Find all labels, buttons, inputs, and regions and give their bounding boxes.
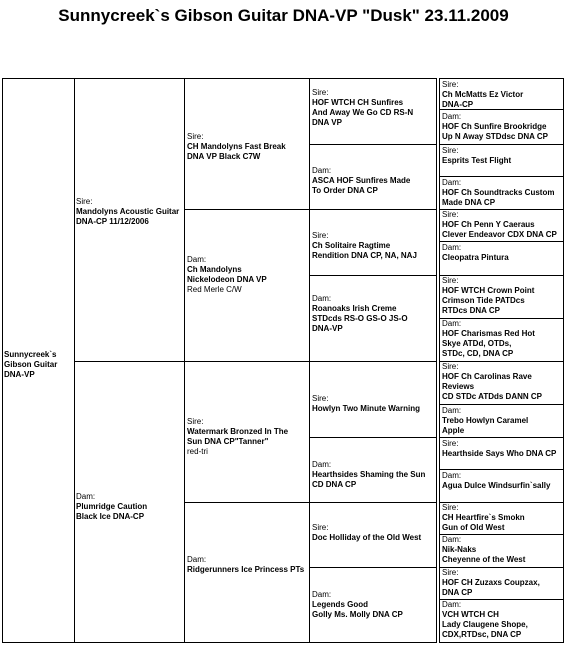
dsds-cell	[439, 437, 564, 470]
sds-name: Ch Solitaire Ragtime Rendition DNA CP, NA, NAJ	[312, 241, 417, 260]
ssds-name: Esprits Test Flight	[442, 156, 512, 165]
sire-label: Sire:	[442, 210, 459, 219]
dssd-name: Trebo Howlyn Caramel Apple	[442, 416, 529, 435]
dam-label: Dam:	[76, 492, 96, 501]
dss-name: Howlyn Two Minute Warning	[312, 404, 420, 413]
ssd-name: ASCA HOF Sunfires Made To Order DNA CP	[312, 176, 411, 195]
sdss-cell	[439, 209, 564, 242]
sire-label: Sire:	[442, 503, 459, 512]
dddd-name: VCH WTCH CH Lady Claugene Shope, CDX,RTDsc, DNA CP	[442, 610, 528, 639]
dds-name: Doc Holliday of the Old West	[312, 533, 422, 542]
dddd-cell	[439, 599, 564, 643]
sssd-name: HOF Ch Sunfire Brookridge Up N Away STDdsc DNA CP	[442, 122, 548, 141]
ddss-name: CH Heartfire`s Smokn Gun of Old West	[442, 513, 525, 532]
ddd-cell	[309, 567, 437, 643]
dssd-cell	[439, 404, 564, 438]
sire-label: Sire:	[312, 523, 329, 532]
dam-sire-name: Watermark Bronzed In The Sun DNA CP"Tanner"	[187, 427, 289, 446]
dam-label: Dam:	[442, 535, 462, 544]
sire-cell	[74, 78, 185, 362]
sire-label: Sire:	[187, 417, 204, 426]
dam-name: Plumridge Caution Black Ice DNA-CP	[76, 502, 148, 521]
ssd-cell	[309, 144, 437, 210]
sire-dam-cell	[184, 209, 310, 362]
dam-label: Dam:	[442, 112, 462, 121]
sssd-cell	[439, 109, 564, 145]
sire-label: Sire:	[76, 197, 93, 206]
sdsd-name: Cleopatra Pintura	[442, 253, 509, 262]
sire-name: Mandolyns Acoustic Guitar DNA-CP 11/12/2006	[76, 207, 180, 226]
ddss-cell	[439, 502, 564, 535]
sire-label: Sire:	[187, 132, 204, 141]
sire-dam-color: Red Merle C/W	[187, 285, 242, 294]
ssdd-cell	[439, 176, 564, 210]
dsss-name: HOF Ch Carolinas Rave Reviews CD STDc ATDds DANN CP	[442, 372, 543, 401]
sire-label: Sire:	[442, 568, 459, 577]
sdsd-cell	[439, 241, 564, 276]
dam-label: Dam:	[442, 319, 462, 328]
ddds-cell	[439, 567, 564, 600]
sire-label: Sire:	[442, 146, 459, 155]
ssss-cell	[439, 78, 564, 110]
dam-label: Dam:	[187, 555, 207, 564]
dsdd-cell	[439, 469, 564, 503]
dam-label: Dam:	[442, 406, 462, 415]
dam-label: Dam:	[312, 294, 332, 303]
sdds-name: HOF WTCH Crown Point Crimson Tide PATDcs RTDcs DNA CP	[442, 286, 535, 315]
page-title: Sunnycreek`s Gibson Guitar DNA-VP "Dusk" 23.11.2009	[58, 6, 509, 25]
ssss-name: Ch McMatts Ez Victor DNA-CP	[442, 90, 524, 109]
sire-label: Sire:	[312, 231, 329, 240]
sire-label: Sire:	[312, 88, 329, 97]
dam-label: Dam:	[187, 255, 207, 264]
dam-sire-cell	[184, 361, 310, 503]
ddd-name: Legends Good Golly Ms. Molly DNA CP	[312, 600, 403, 619]
dsd-name: Hearthsides Shaming the Sun CD DNA CP	[312, 470, 426, 489]
sire-sire-name: CH Mandolyns Fast Break DNA VP Black C7W	[187, 142, 286, 161]
dam-label: Dam:	[442, 178, 462, 187]
ddsd-cell	[439, 534, 564, 568]
dam-label: Dam:	[442, 600, 462, 609]
dss-cell	[309, 361, 437, 438]
ssds-cell	[439, 144, 564, 177]
sire-label: Sire:	[442, 439, 459, 448]
sds-cell	[309, 209, 437, 276]
dam-sire-color: red-tri	[187, 447, 208, 456]
sdd-cell	[309, 275, 437, 362]
subject-cell	[2, 78, 75, 643]
sire-label: Sire:	[442, 276, 459, 285]
dam-label: Dam:	[312, 590, 332, 599]
sire-dam-name: Ch Mandolyns Nickelodeon DNA VP	[187, 265, 267, 284]
ssdd-name: HOF Ch Soundtracks Custom Made DNA CP	[442, 188, 555, 207]
sire-label: Sire:	[442, 362, 459, 371]
sdd-name: Roanoaks Irish Creme STDcds RS-O GS-O JS-O DNA-VP	[312, 304, 408, 333]
subject-name: Sunnycreek`s Gibson Guitar DNA-VP	[4, 350, 58, 379]
sdds-cell	[439, 275, 564, 319]
dam-dam-cell	[184, 502, 310, 643]
sire-label: Sire:	[442, 80, 459, 89]
dam-label: Dam:	[312, 166, 332, 175]
dsds-name: Hearthside Says Who DNA CP	[442, 449, 557, 458]
dsdd-name: Agua Dulce Windsurfin`sally	[442, 481, 551, 490]
dsd-cell	[309, 437, 437, 503]
ddsd-name: Nik-Naks Cheyenne of the West	[442, 545, 526, 564]
sire-sire-cell	[184, 78, 310, 210]
sss-name: HOF WTCH CH Sunfires And Away We Go CD RS-N DNA VP	[312, 98, 414, 127]
dam-label: Dam:	[312, 460, 332, 469]
dam-label: Dam:	[442, 471, 462, 480]
sire-label: Sire:	[312, 394, 329, 403]
dam-dam-name: Ridgerunners Ice Princess PTs	[187, 565, 305, 574]
dds-cell	[309, 502, 437, 568]
sddd-cell	[439, 318, 564, 362]
ddds-name: HOF CH Zuzaxs Coupzax, DNA CP	[442, 578, 540, 597]
dam-label: Dam:	[442, 243, 462, 252]
sddd-name: HOF Charismas Red Hot Skye ATDd, OTDs, STDc, CD, DNA CP	[442, 329, 535, 358]
sss-cell	[309, 78, 437, 145]
dam-cell	[74, 361, 185, 643]
sdss-name: HOF Ch Penn Y Caeraus Clever Endeavor CDX DNA CP	[442, 220, 557, 239]
dsss-cell	[439, 361, 564, 405]
